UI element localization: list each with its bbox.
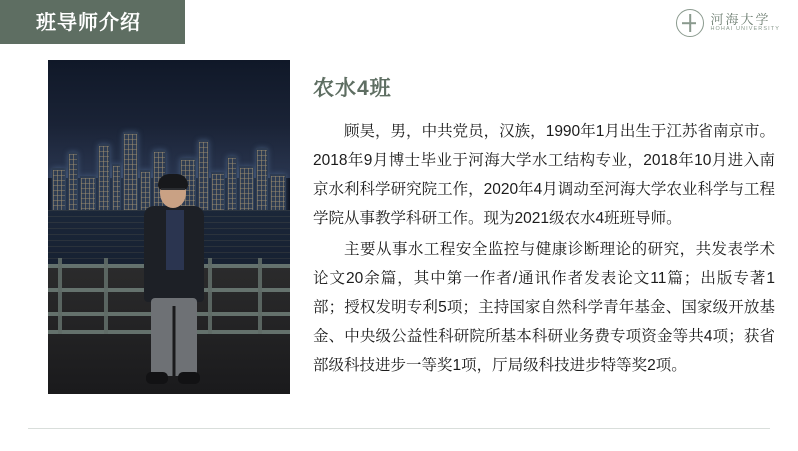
logo-name-cn: 河海大学: [710, 12, 771, 28]
photo-person-glasses: [161, 188, 185, 197]
bio-paragraph-2: 主要从事水工程安全监控与健康诊断理论的研究，共发表学术论文20余篇，其中第一作者/通讯作者发表论文11篇；出版专著1部；授权发明专利5项；主持国家自然科学青年基金、国家级开放基金、中央级公益性科研院所基本科研业务费专项资金等共4项；获省部级科技进步一等奖1项，厅局级科技进步特等奖2项。: [313, 241, 775, 375]
photo-person-shoe-right: [178, 372, 200, 384]
instructor-photo: [48, 60, 290, 394]
photo-person-legs: [151, 298, 197, 376]
page-title: 班导师介绍: [36, 12, 141, 34]
photo-person-shoe-left: [146, 372, 168, 384]
bio-paragraph-1: 顾昊，男，中共党员，汉族，1990年1月出生于江苏省南京市。2018年9月博士毕业于河海大学水工结构专业，2018年10月进入南京水利科学研究院工作，2020年4月调动至河海大学农业科学与工程学院从事教学科研工作。现为2021级农水4班班导师。: [313, 123, 775, 228]
class-name: 农水4班: [313, 77, 392, 100]
photo-person-shirt: [166, 210, 184, 270]
logo-text: [710, 13, 780, 32]
university-logo: [676, 9, 780, 37]
logo-name-en: HOHAI UNIVERSITY: [710, 25, 780, 32]
footer-divider: [28, 428, 770, 429]
hohai-emblem-icon: [676, 9, 704, 37]
instructor-bio: [313, 76, 775, 382]
